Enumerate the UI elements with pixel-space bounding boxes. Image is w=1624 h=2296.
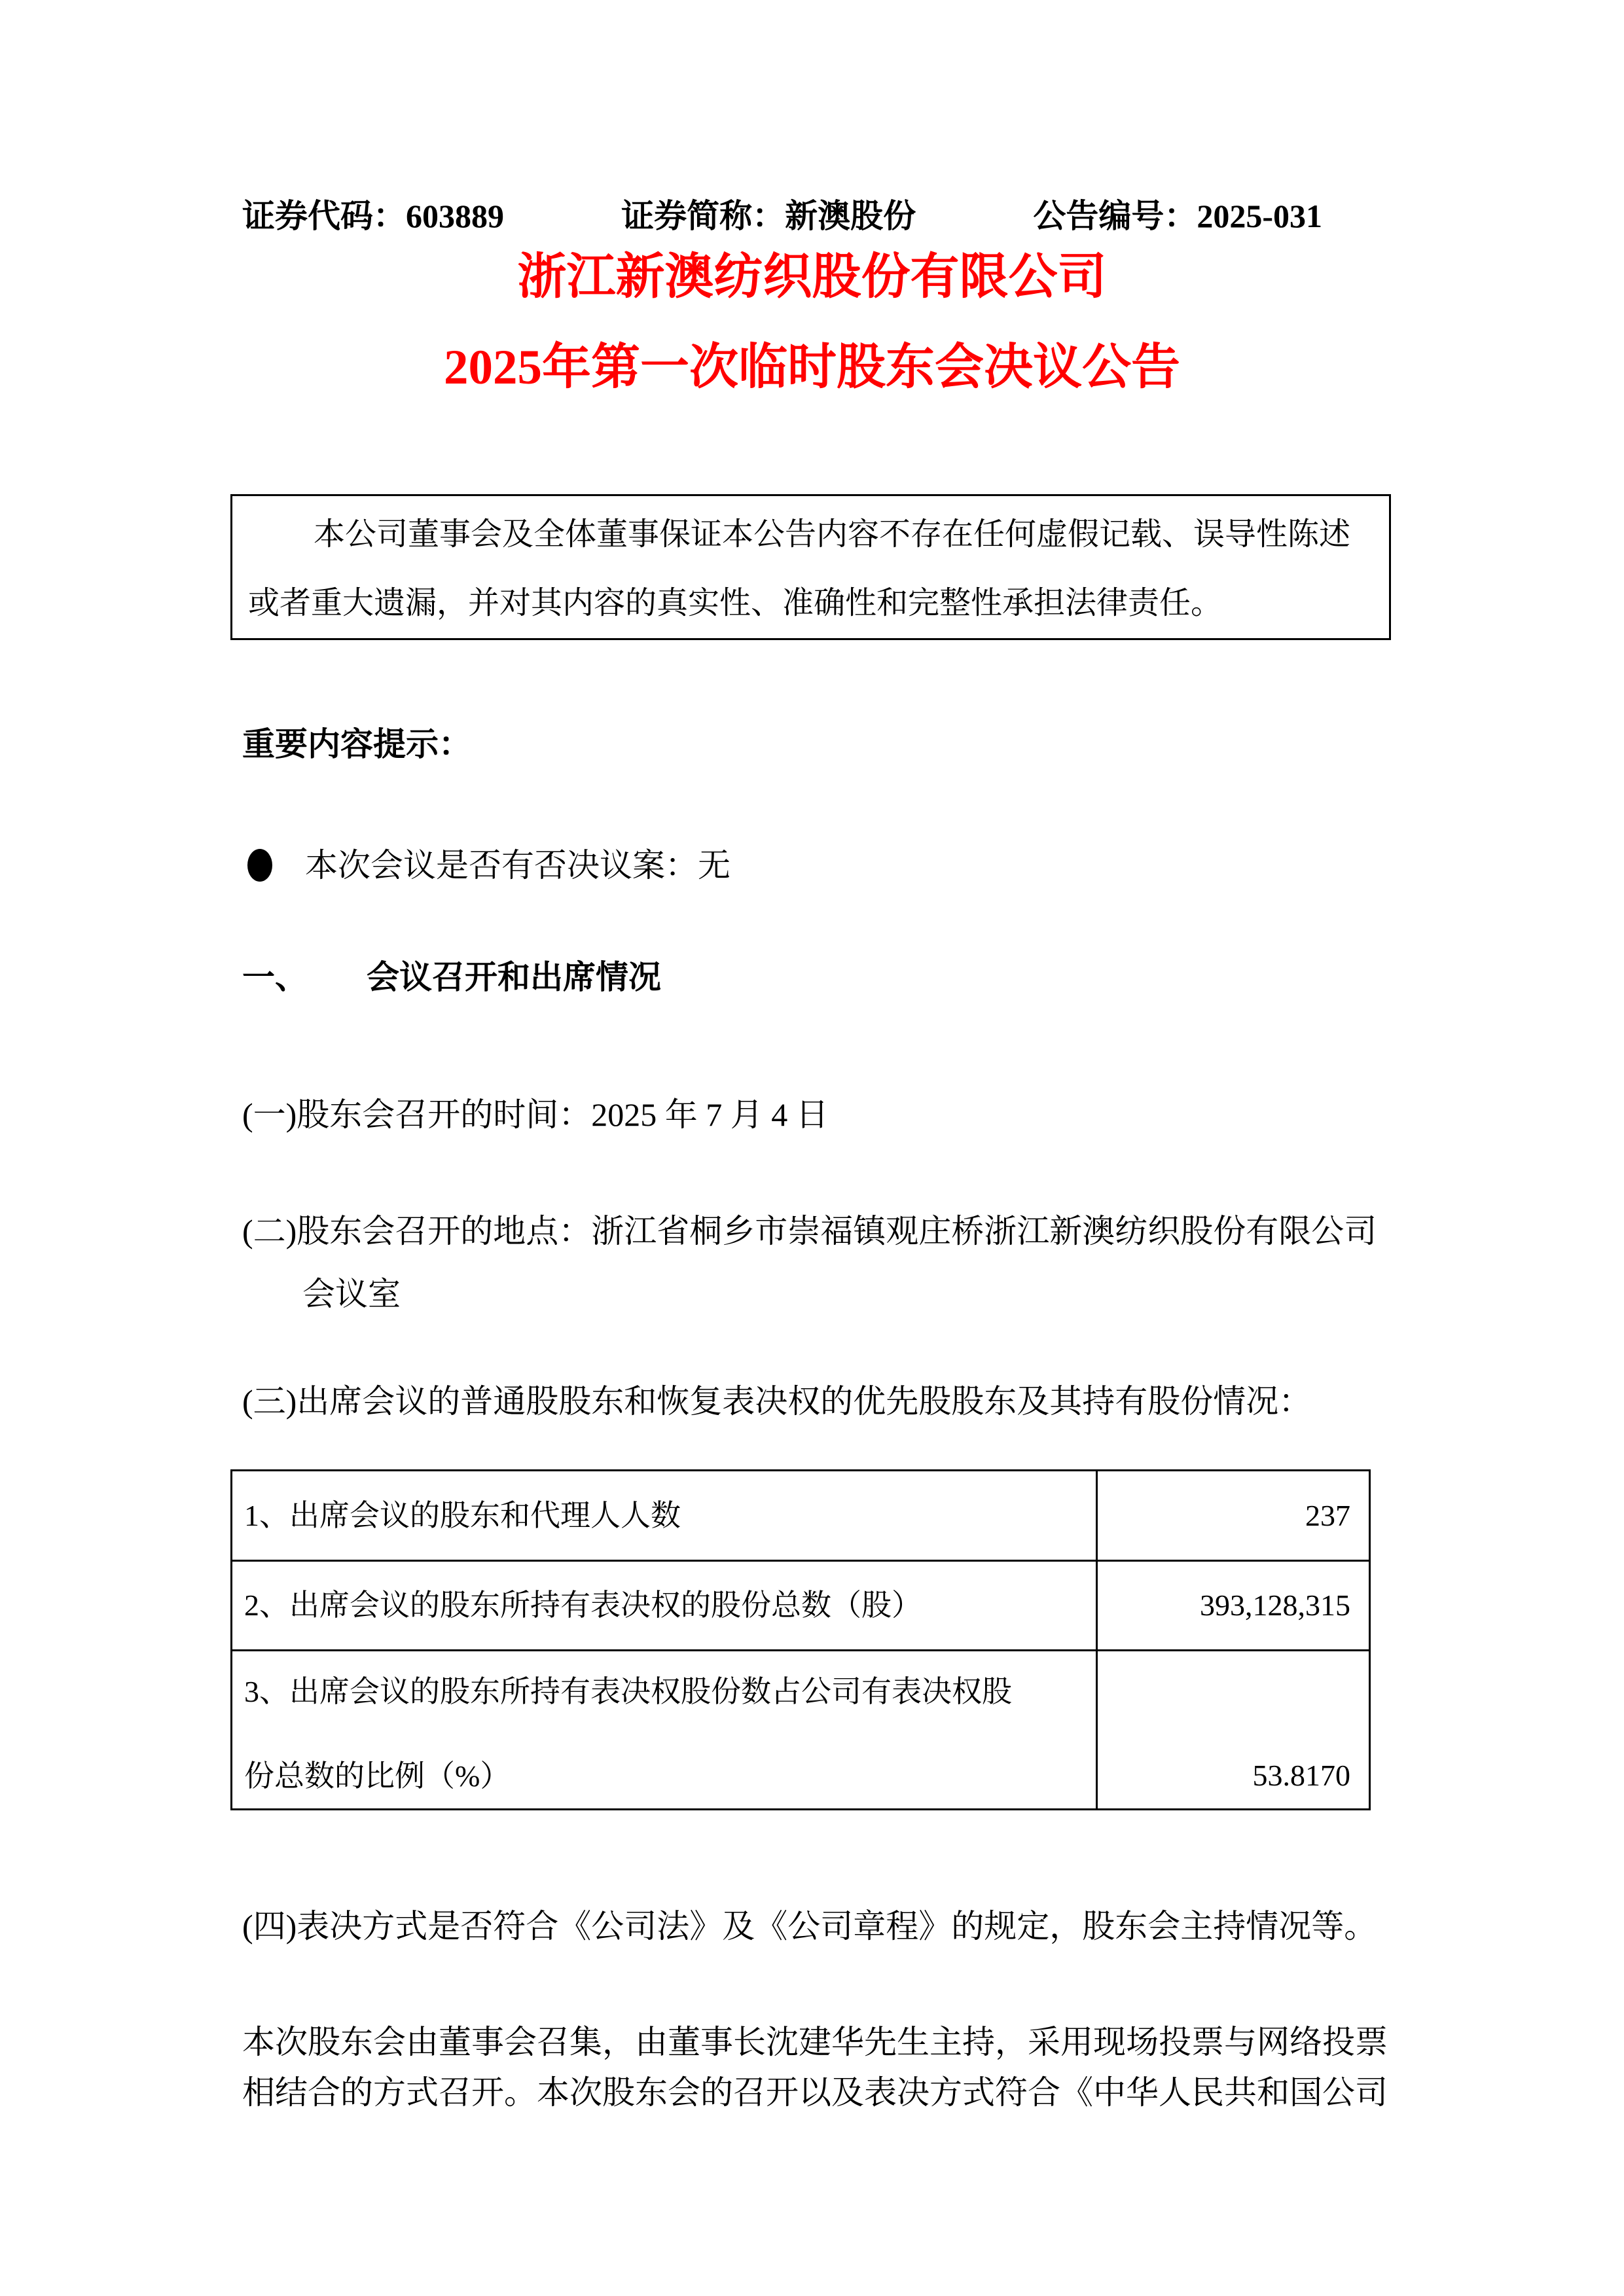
row-value: 393,128,315 [1097, 1561, 1370, 1651]
meeting-paragraph-line-2: 相结合的方式召开。本次股东会的召开以及表决方式符合《中华人民共和国公司 [242, 2074, 1388, 2111]
important-note-heading: 重要内容提示： [242, 726, 471, 762]
document-header [242, 196, 1322, 236]
disclaimer-line-1: 本公司董事会及全体董事保证本公告内容不存在任何虚假记载、误导性陈述 [314, 517, 1351, 552]
company-title: 浙江新澳纺织股份有限公司 [517, 250, 1107, 304]
meeting-paragraph-line-1: 本次股东会由董事会召集，由董事长沈建华先生主持，采用现场投票与网络投票 [242, 2024, 1388, 2060]
attendance-intro-item: (三)出席会议的普通股股东和恢复表决权的优先股股东及其持有股份情况： [242, 1383, 1312, 1420]
voting-method-item: (四)表决方式是否符合《公司法》及《公司章程》的规定，股东会主持情况等。 [242, 1908, 1377, 1945]
meeting-place-item-line-2: 会议室 [302, 1276, 401, 1312]
table-row [232, 1561, 1370, 1651]
meeting-place-item-line-1: (二)股东会召开的地点：浙江省桐乡市崇福镇观庄桥浙江新澳纺织股份有限公司 [242, 1213, 1377, 1249]
row-label-line-2: 份总数的比例（%） [244, 1759, 511, 1793]
section-1-number: 一、 [242, 959, 308, 996]
meeting-time-item: (一)股东会召开的时间：2025 年 7 月 4 日 [242, 1096, 829, 1133]
row-label [232, 1651, 1097, 1810]
bullet-item [247, 846, 731, 885]
announcement-number: 公告编号：2025-031 [1033, 198, 1322, 234]
stock-abbr: 证券简称：新澳股份 [621, 198, 916, 234]
row-value: 237 [1097, 1471, 1370, 1561]
table-row [232, 1651, 1370, 1810]
row-value: 53.8170 [1097, 1651, 1370, 1810]
announcement-title: 2025年第一次临时股东会决议公告 [443, 340, 1180, 395]
row-label: 1、出席会议的股东和代理人人数 [232, 1471, 1097, 1561]
disclaimer-box [230, 494, 1391, 640]
section-1-heading-text: 会议召开和出席情况 [367, 959, 661, 996]
row-label: 2、出席会议的股东所持有表决权的股份总数（股） [232, 1561, 1097, 1651]
table-row [232, 1471, 1370, 1561]
row-label-line-1: 3、出席会议的股东所持有表决权股份数占公司有表决权股 [244, 1674, 1012, 1708]
section-1-heading [242, 958, 661, 997]
bullet-item-text: 本次会议是否有否决议案：无 [305, 847, 731, 884]
bullet-icon [247, 849, 272, 882]
attendance-table [230, 1469, 1371, 1810]
disclaimer-line-2: 或者重大遗漏，并对其内容的真实性、准确性和完整性承担法律责任。 [248, 586, 1223, 620]
stock-code: 证券代码：603889 [242, 198, 504, 234]
